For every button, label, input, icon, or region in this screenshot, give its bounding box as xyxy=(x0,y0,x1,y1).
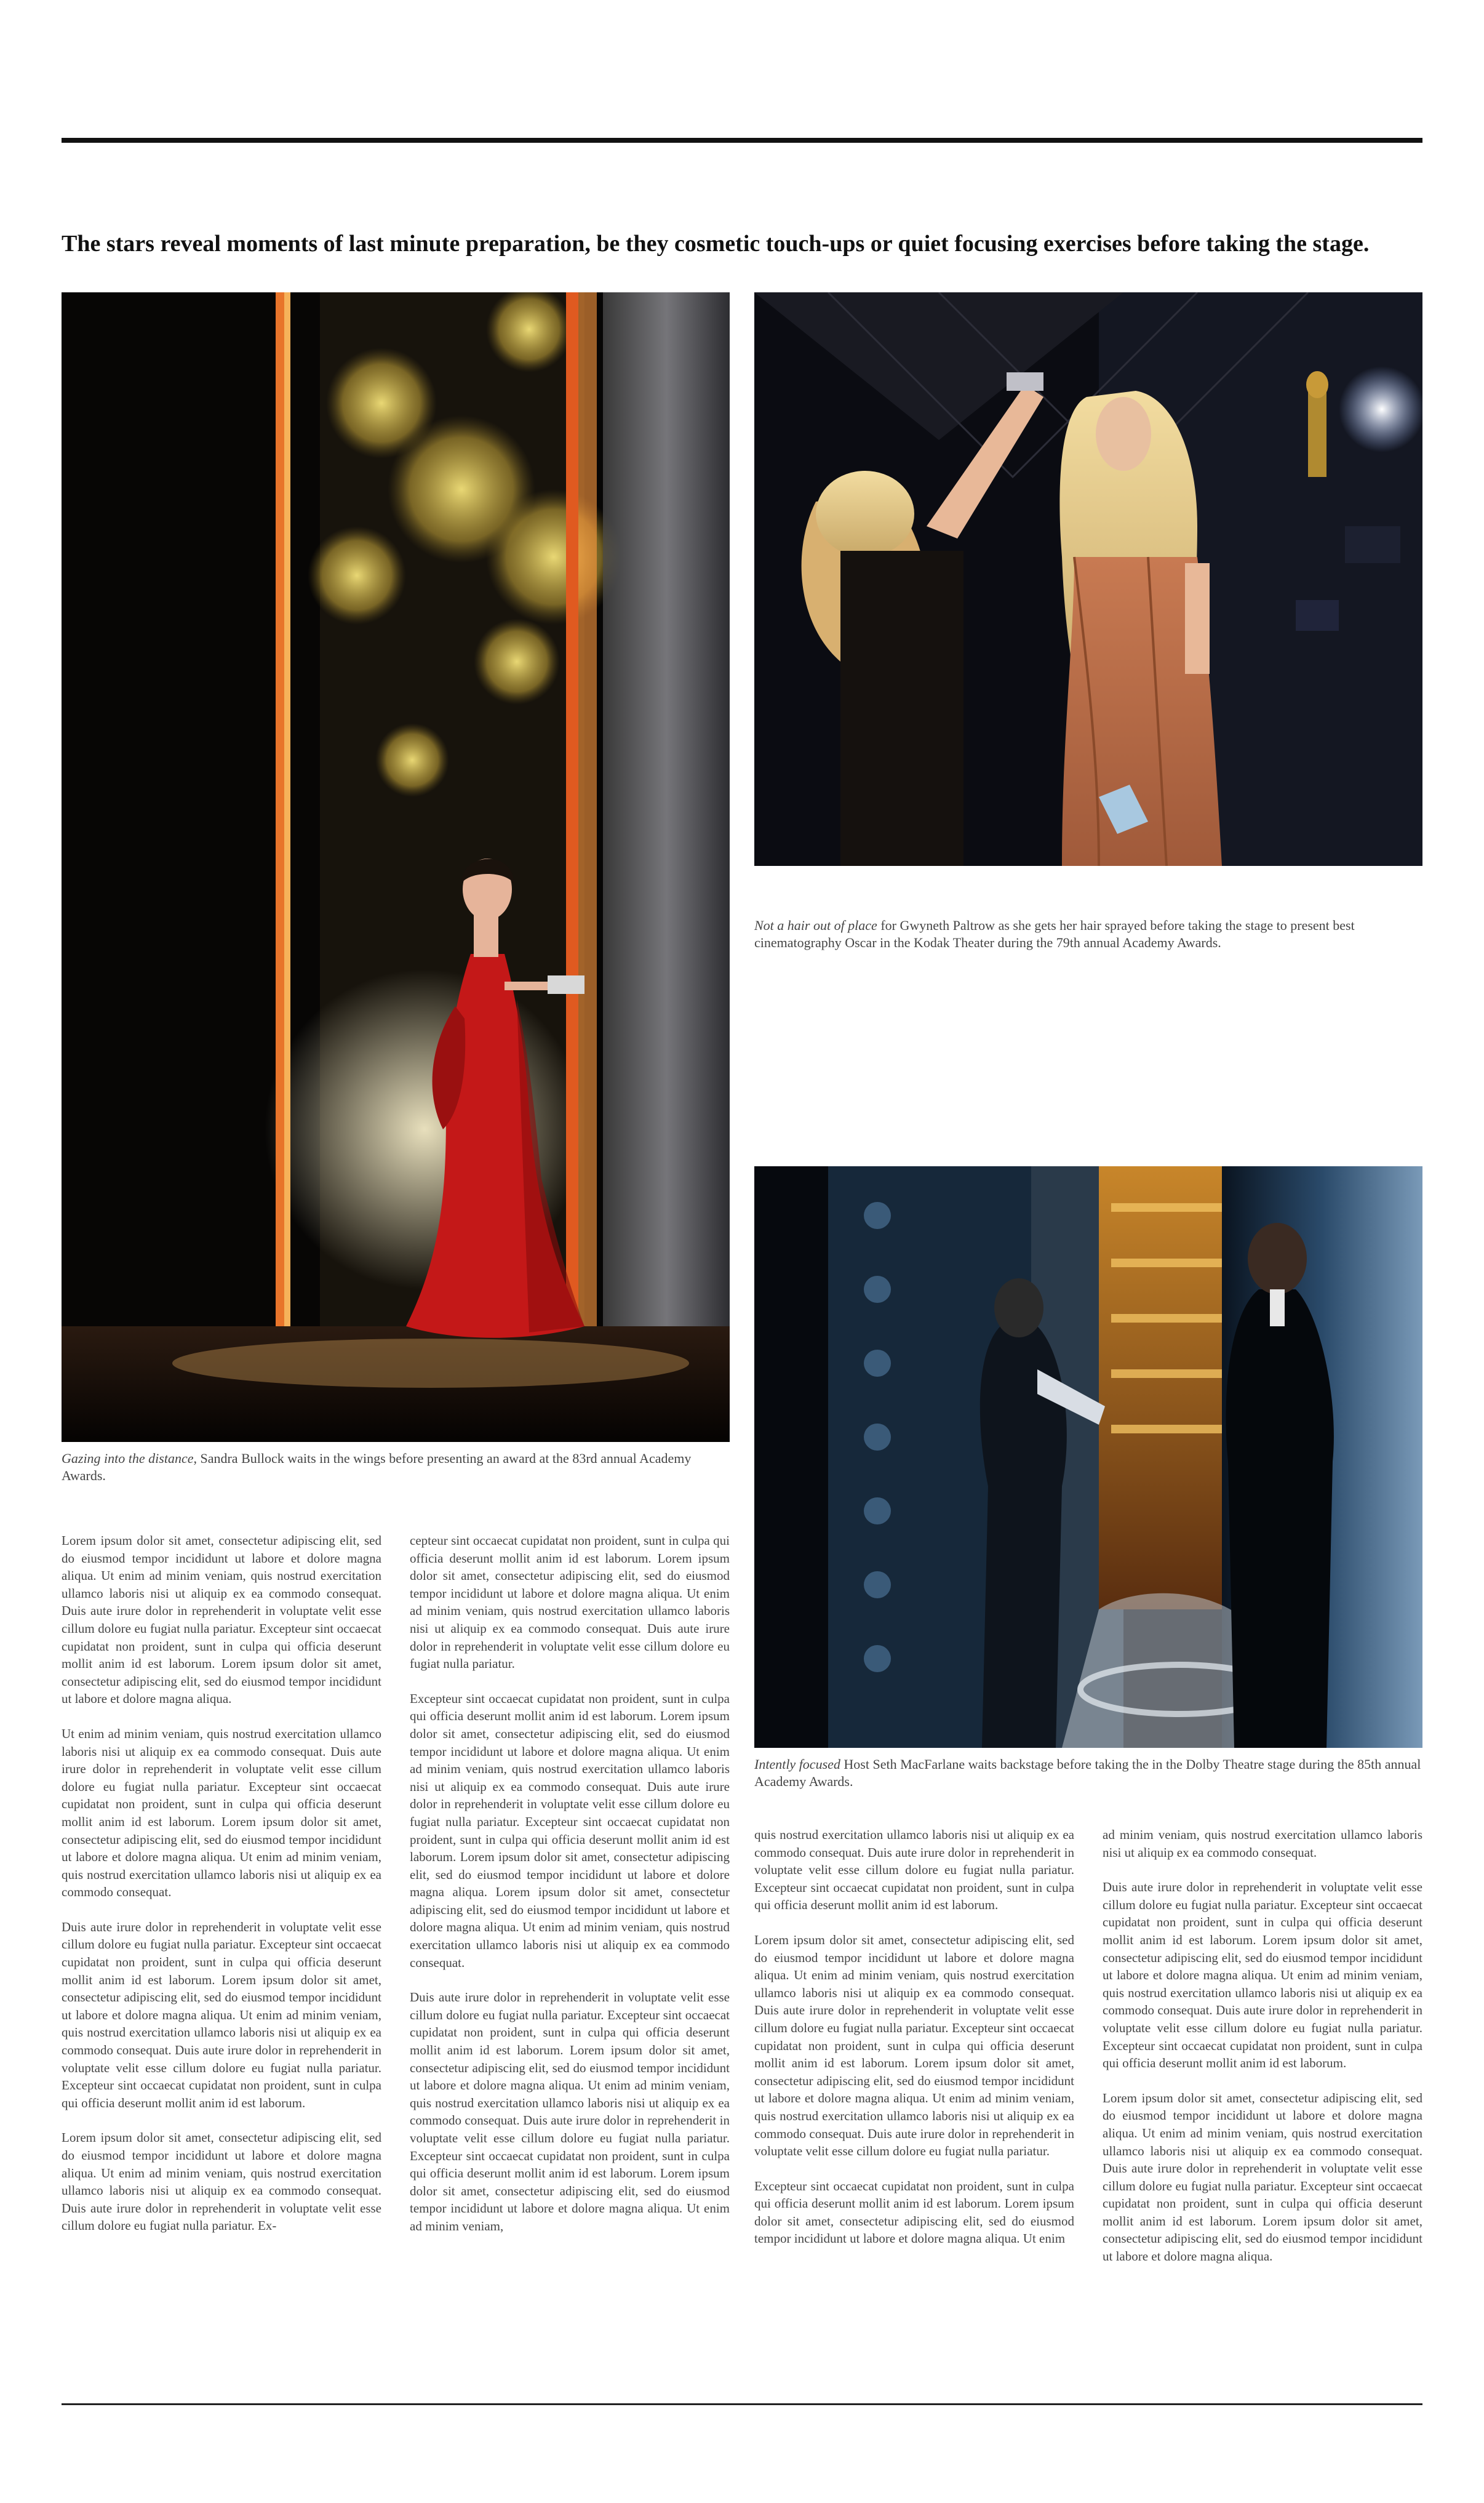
caption-hairspray xyxy=(754,917,1422,951)
caption-backstage-lead: Intently focused xyxy=(754,1756,840,1772)
photo-hairspray-image xyxy=(754,292,1422,866)
body-column-1 xyxy=(62,1532,381,2235)
column-2-paragraph: cepteur sint occaecat cupidatat non proident, sunt in culpa qui officia deserunt mollit anim id est laborum. Lorem ipsum dolor sit amet, consectetur adipiscing elit, sed do eiusmod tempor incididunt ut labore et dolore magna aliqua. Ut enim ad minim veniam, quis nostrud exercitation ullamco laboris nisi ut aliquip ex ea commodo consequat. Duis aute irure dolor in reprehenderit in voluptate velit esse cillum dolore eu fugiat nulla pariatur. xyxy=(410,1533,730,1672)
column-1-paragraph: Duis aute irure dolor in reprehenderit in voluptate velit esse cillum dolore eu fugiat nulla pariatur. Excepteur sint occaecat cupidatat non proident, sunt in culpa qui officia deserunt mollit anim id est laborum. Lorem ipsum dolor sit amet, consectetur adipiscing elit, sed do eiusmod tempor incididunt ut labore et dolore magna aliqua. Ut enim ad minim veniam, quis nostrud exercitation ullamco laboris nisi ut aliquip ex ea commodo consequat. Duis aute irure dolor in reprehenderit in voluptate velit esse cillum dolore eu fugiat nulla pariatur. Excepteur sint occaecat cupidatat non proident, sunt in culpa qui officia deserunt mollit anim id est laborum. xyxy=(62,1919,381,2110)
column-1-paragraph: Ut enim ad minim veniam, quis nostrud exercitation ullamco laboris nisi ut aliquip ex ea commodo consequat. Duis aute irure dolor in reprehenderit in voluptate velit esse cillum dolore eu fugiat nulla pariatur. Excepteur sint occaecat cupidatat non proident, sunt in culpa qui officia deserunt mollit anim id est laborum. Lorem ipsum dolor sit amet, consectetur adipiscing elit, sed do eiusmod tempor incididunt ut labore et dolore magna aliqua. Ut enim ad minim veniam, quis nostrud exercitation ullamco laboris nisi ut aliquip ex ea commodo consequat. xyxy=(62,1726,381,1900)
caption-red-gown xyxy=(62,1450,730,1484)
photo-red-gown xyxy=(62,292,730,1442)
photo-red-gown-image xyxy=(62,292,730,1442)
column-1-paragraph: Lorem ipsum dolor sit amet, consectetur adipiscing elit, sed do eiusmod tempor incididunt ut labore et dolore magna aliqua. Ut enim ad minim veniam, quis nostrud exercitation ullamco laboris nisi ut aliquip ex ea commodo consequat. Duis aute irure dolor in reprehenderit in voluptate velit esse cillum dolore eu fugiat nulla pariatur. Ex- xyxy=(62,2130,381,2233)
column-3-paragraph: quis nostrud exercitation ullamco laboris nisi ut aliquip ex ea commodo consequat. Duis aute irure dolor in reprehenderit in voluptate velit esse cillum dolore eu fugiat nulla pariatur. Excepteur sint occaecat cupidatat non proident, sunt in culpa qui officia deserunt mollit anim id est laborum. xyxy=(754,1827,1074,1913)
column-2-paragraph: Excepteur sint occaecat cupidatat non proident, sunt in culpa qui officia deserunt mollit anim id est laborum. Lorem ipsum dolor sit amet, consectetur adipiscing elit, sed do eiusmod tempor incididunt ut labore et dolore magna aliqua. Ut enim ad minim veniam, quis nostrud exercitation ullamco laboris nisi ut aliquip ex ea commodo consequat. Duis aute irure dolor in reprehenderit in voluptate velit esse cillum dolore eu fugiat nulla pariatur. Excepteur sint occaecat cupidatat non proident, sunt in culpa qui officia deserunt mollit anim id est laborum. Lorem ipsum dolor sit amet, consectetur adipiscing elit, sed do eiusmod tempor incididunt ut labore et dolore magna aliqua. Lorem ipsum dolor sit amet, consectetur adipiscing elit, sed do eiusmod tempor incididunt ut labore et dolore magna aliqua. Ut enim ad minim veniam, quis nostrud exercitation ullamco laboris nisi ut aliquip ex ea commodo consequat. xyxy=(410,1691,730,1970)
column-2-paragraph: Duis aute irure dolor in reprehenderit in voluptate velit esse cillum dolore eu fugiat nulla pariatur. Excepteur sint occaecat cupidatat non proident, sunt in culpa qui officia deserunt mollit anim id est laborum. Lorem ipsum dolor sit amet, consectetur adipiscing elit, sed do eiusmod tempor incididunt ut labore et dolore magna aliqua. Ut enim ad minim veniam, quis nostrud exercitation ullamco laboris nisi ut aliquip ex ea commodo consequat. Duis aute irure dolor in reprehenderit in voluptate velit esse cillum dolore eu fugiat nulla pariatur. Excepteur sint occaecat cupidatat non proident, sunt in culpa qui officia deserunt mollit anim id est laborum. Lorem ipsum dolor sit amet, consectetur adipiscing elit, sed do eiusmod tempor incididunt ut labore et dolore magna aliqua. Ut enim ad minim veniam, xyxy=(410,1990,730,2233)
caption-red-gown-lead: Gazing into the distance xyxy=(62,1451,194,1466)
body-column-3 xyxy=(754,1826,1074,2248)
photo-hairspray xyxy=(754,292,1422,866)
column-4-paragraph: Duis aute irure dolor in reprehenderit in voluptate velit esse cillum dolore eu fugiat nulla pariatur. Excepteur sint occaecat cupidatat non proident, sunt in culpa qui officia deserunt mollit anim id est laborum. Lorem ipsum dolor sit amet, consectetur adipiscing elit, sed do eiusmod tempor incididunt ut labore et dolore magna aliqua. Ut enim ad minim veniam, quis nostrud exercitation ullamco laboris nisi ut aliquip ex ea commodo consequat. Duis aute irure dolor in reprehenderit in voluptate velit esse cillum dolore eu fugiat nulla pariatur. Excepteur sint occaecat cupidatat non proident, sunt in culpa qui officia deserunt mollit anim id est laborum. xyxy=(1103,1880,1422,2071)
column-4-paragraph: Lorem ipsum dolor sit amet, consectetur adipiscing elit, sed do eiusmod tempor incididunt ut labore et dolore magna aliqua. Ut enim ad minim veniam, quis nostrud exercitation ullamco laboris nisi ut aliquip ex ea commodo consequat. Duis aute irure dolor in reprehenderit in voluptate velit esse cillum dolore eu fugiat nulla pariatur. Excepteur sint occaecat cupidatat non proident, sunt in culpa qui officia deserunt mollit anim id est laborum. Lorem ipsum dolor sit amet, consectetur adipiscing elit, sed do eiusmod tempor incididunt ut labore et dolore magna aliqua. xyxy=(1103,2090,1422,2264)
caption-backstage-text: Host Seth MacFarlane waits backstage before taking the in the Dolby Theatre stage during the 85th annual Academy Awards. xyxy=(754,1756,1421,1789)
column-3-paragraph: Lorem ipsum dolor sit amet, consectetur adipiscing elit, sed do eiusmod tempor incididunt ut labore et dolore magna aliqua. Ut enim ad minim veniam, quis nostrud exercitation ullamco laboris nisi ut aliquip ex ea commodo consequat. Duis aute irure dolor in reprehenderit in voluptate velit esse cillum dolore eu fugiat nulla pariatur. Excepteur sint occaecat cupidatat non proident, sunt in culpa qui officia deserunt mollit anim id est laborum. Lorem ipsum dolor sit amet, consectetur adipiscing elit, sed do eiusmod tempor incididunt ut labore et dolore magna aliqua. Ut enim ad minim veniam, quis nostrud exercitation ullamco laboris nisi ut aliquip ex ea commodo consequat. Duis aute irure dolor in reprehenderit in voluptate velit esse cillum dolore eu fugiat nulla pariatur. xyxy=(754,1932,1074,2159)
caption-backstage xyxy=(754,1756,1422,1790)
caption-hairspray-text: for Gwyneth Paltrow as she gets her hair sprayed before taking the stage to present best cinematography Oscar in the Kodak Theater during the 79th annual Academy Awards. xyxy=(754,918,1355,950)
bottom-rule xyxy=(62,2403,1422,2405)
caption-hairspray-lead: Not a hair out of place xyxy=(754,918,877,933)
column-3-paragraph: Excepteur sint occaecat cupidatat non proident, sunt in culpa qui officia deserunt mollit anim id est laborum. Lorem ipsum dolor sit amet, consectetur adipiscing elit, sed do eiusmod tempor incididunt ut labore et dolore magna aliqua. Ut enim xyxy=(754,2178,1074,2246)
body-column-2 xyxy=(410,1532,730,2235)
column-1-paragraph: Lorem ipsum dolor sit amet, consectetur adipiscing elit, sed do eiusmod tempor incididunt ut labore et dolore magna aliqua. Ut enim ad minim veniam, quis nostrud exercitation ullamco laboris nisi ut aliquip ex ea commodo consequat. Duis aute irure dolor in reprehenderit in voluptate velit esse cillum dolore eu fugiat nulla pariatur. Excepteur sint occaecat cupidatat non proident, sunt in culpa qui officia deserunt mollit anim id est laborum. Lorem ipsum dolor sit amet, consectetur adipiscing elit, sed do eiusmod tempor incididunt ut labore et dolore magna aliqua. xyxy=(62,1533,381,1707)
page-headline: The stars reveal moments of last minute preparation, be they cosmetic touch-ups or quiet focusing exercises before taking the stage. xyxy=(62,231,1370,257)
photo-backstage xyxy=(754,1166,1422,1748)
caption-red-gown-text: , Sandra Bullock waits in the wings before presenting an award at the 83rd annual Academy Awards. xyxy=(62,1451,692,1483)
photo-backstage-image xyxy=(754,1166,1422,1748)
column-4-paragraph: ad minim veniam, quis nostrud exercitation ullamco laboris nisi ut aliquip ex ea commodo consequat. xyxy=(1103,1827,1422,1860)
top-rule xyxy=(62,138,1422,143)
body-column-4 xyxy=(1103,1826,1422,2265)
